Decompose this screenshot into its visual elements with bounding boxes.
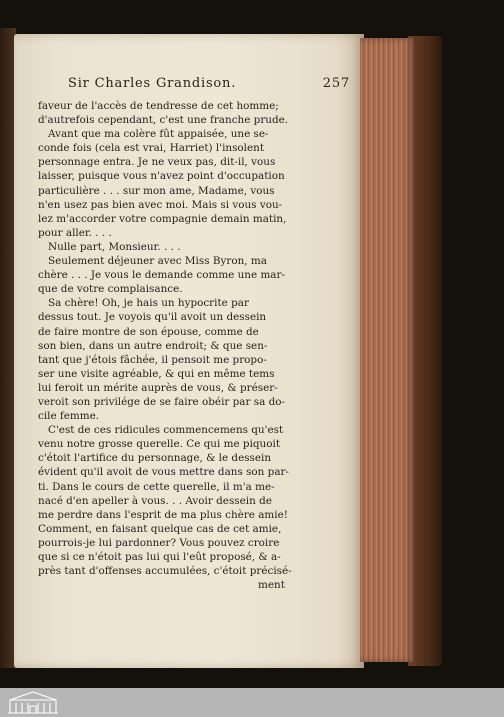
page-number: 257	[322, 76, 350, 91]
text-line: pourrois-je lui pardonner? Vous pouvez croire	[38, 536, 280, 549]
text-line: veroit son privilége de se faire obéir par sa do-	[38, 395, 286, 408]
library-building-icon	[6, 690, 60, 715]
footer-bar	[0, 688, 504, 717]
text-line: C'est de ces ridicules commencemens qu'est	[48, 424, 284, 437]
text-line: évident qu'il avoit de vous mettre dans son par-	[38, 466, 289, 479]
text-line: nacé d'en apeller à vous. . . Avoir dessein de	[38, 494, 272, 507]
text-line: conde fois (cela est vrai, Harriet) l'insolent	[38, 142, 265, 155]
running-title: Sir Charles Grandison.	[68, 76, 237, 91]
text-line: Nulle part, Monsieur. . . .	[48, 240, 181, 253]
text-line: Sa chère! Oh, je hais un hypocrite par	[48, 297, 249, 310]
text-line: ment	[258, 579, 285, 592]
text-line: lui feroit un mérite auprès de vous, & préser-	[38, 381, 278, 394]
text-line: son bien, dans un autre endroit; & que sen-	[38, 339, 268, 352]
page-fore-edge	[360, 38, 414, 662]
text-line: près tant d'offenses accumulées, c'étoit précisé-	[38, 565, 292, 578]
text-line: tant que j'étois fâchée, il pensoit me propo-	[38, 353, 267, 366]
text-line: d'autrefois cependant, c'est une franche prude.	[38, 114, 289, 127]
body-text	[38, 99, 302, 592]
text-line: cile femme.	[38, 410, 100, 423]
text-line: lez m'accorder votre compagnie demain matin,	[38, 212, 287, 225]
page-header	[40, 76, 350, 96]
text-line: Comment, en faisant quelque cas de cet amie,	[38, 522, 282, 535]
text-line: faveur de l'accès de tendresse de cet homme;	[38, 100, 279, 112]
text-line: de faire montre de son épouse, comme de	[38, 325, 259, 338]
text-line: venu notre grosse querelle. Ce qui me piquoit	[38, 438, 280, 451]
text-line: ser une visite agréable, & qui en même tems	[38, 367, 275, 380]
text-line: me perdre dans l'esprit de ma plus chère amie!	[38, 508, 288, 521]
text-line: que de votre complaisance.	[38, 283, 183, 296]
text-line: Seulement déjeuner avec Miss Byron, ma	[48, 255, 267, 268]
text-line: ti. Dans le cours de cette querelle, il m'a me-	[38, 480, 275, 493]
text-line: personnage entra. Je ne veux pas, dit-il, vous	[38, 156, 276, 169]
text-line: c'étoit l'artifice du personnage, & le dessein	[38, 452, 272, 465]
text-line: que si ce n'étoit pas lui qui l'eût proposé, & a-	[38, 551, 281, 563]
text-line: pour aller. . . .	[38, 226, 112, 239]
text-line: laisser, puisque vous n'avez point d'occupation	[38, 170, 285, 183]
text-line: Avant que ma colère fût appaisée, une se-	[48, 128, 269, 141]
text-line: particulière . . . sur mon ame, Madame, vous	[38, 184, 275, 197]
text-line: chère . . . Je vous le demande comme une mar-	[38, 269, 285, 282]
text-line: dessus tout. Je voyois qu'il avoit un dessein	[38, 311, 267, 324]
text-line: n'en usez pas bien avec moi. Mais si vous vou-	[38, 198, 283, 211]
